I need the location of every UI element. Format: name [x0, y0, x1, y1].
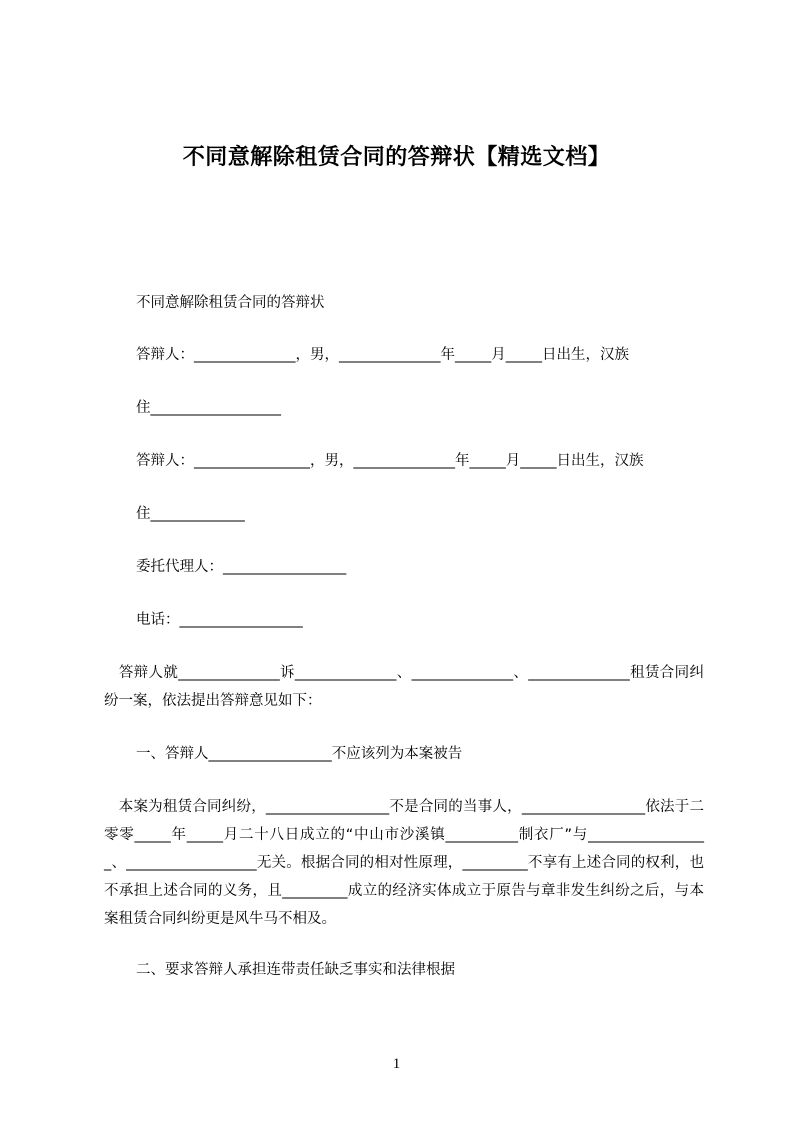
- page-number: 1: [392, 1056, 401, 1072]
- respondent-2-line: 答辩人：________________，男，______________年_____月_____日出生，汉族: [136, 453, 644, 469]
- document-title: 不同意解除租赁合同的答辩状【精选文档】: [182, 145, 611, 170]
- phone-line: 电话：_________________: [136, 612, 303, 628]
- section-1-body: 本案为租赁合同纠纷，_________________不是合同的当事人，_________________依法于二零零_____年_____月二十八日成立的“中山市沙溪镇__________制衣厂”与_________________、__________________无关。根据合同的相对性原理，_________不享有上述合同的权利，也不承担上述合同的义务，且_________成立的经济实体成立于原告与章非发生纠纷之后，与本案租赁合同纠纷更是风牛马不相及。: [104, 799, 704, 927]
- respondent-1-line: 答辩人：______________，男，______________年_____月_____日出生，汉族: [136, 347, 629, 363]
- section-2-heading: 二、要求答辩人承担连带责任缺乏事实和法律根据: [136, 962, 455, 978]
- intro-paragraph: 答辩人就______________诉______________、______________、______________租赁合同纠纷一案，依法提出答辩意见如下：: [104, 665, 704, 709]
- subtitle: 不同意解除租赁合同的答辩状: [136, 295, 325, 311]
- address-2-line: 住_____________: [136, 506, 245, 522]
- agent-line: 委托代理人：_________________: [136, 559, 347, 575]
- section-1-heading: 一、答辩人_________________不应该列为本案被告: [136, 746, 463, 762]
- address-1-line: 住__________________: [136, 400, 281, 416]
